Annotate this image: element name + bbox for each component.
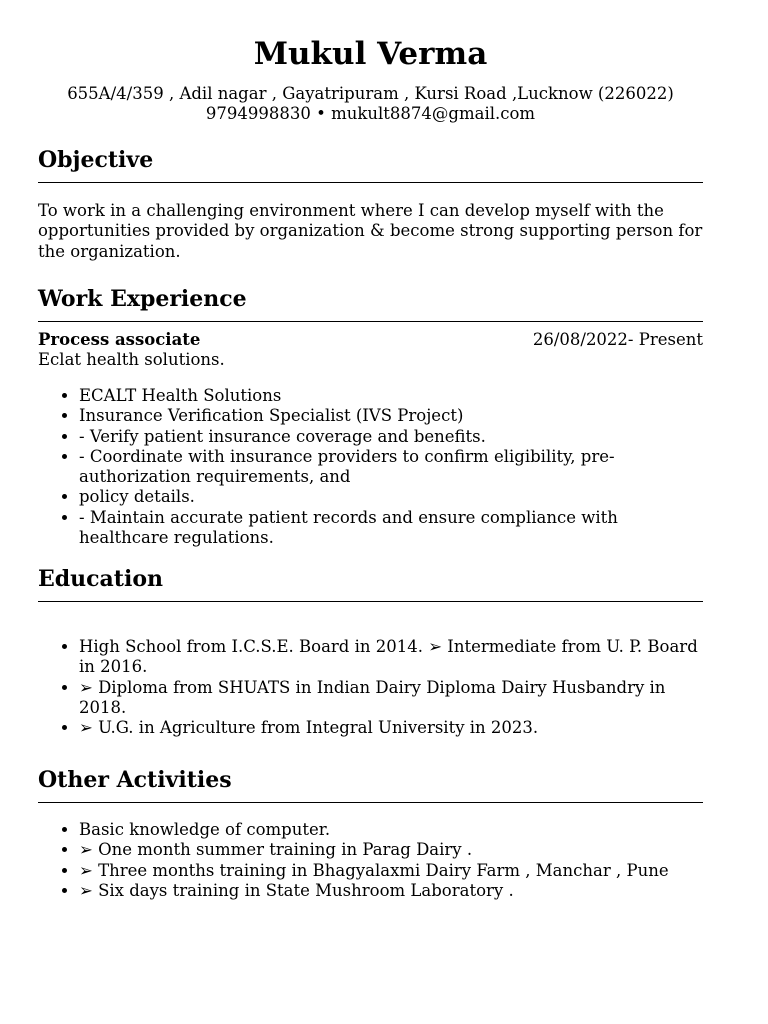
- section-divider: [38, 802, 703, 803]
- list-item: • ECALT Health Solutions: [79, 386, 703, 406]
- list-item: • ➢ U.G. in Agriculture from Integral University in 2023.: [79, 718, 703, 738]
- objective-text: To work in a challenging environment where I can develop myself with the opportunities provided by organization & become strong supporting person for the organization.: [38, 201, 703, 261]
- list-item: • ➢ Three months training in Bhagyalaxmi Dairy Farm , Manchar , Pune: [79, 861, 703, 881]
- education-heading: Education: [38, 566, 163, 592]
- activities-list: [38, 820, 703, 901]
- other-activities-heading: Other Activities: [38, 767, 232, 793]
- work-experience-section: [38, 285, 703, 548]
- list-item: • policy details.: [79, 487, 703, 507]
- work-experience-heading: Work Experience: [38, 286, 247, 312]
- job-company: Eclat health solutions.: [38, 350, 225, 369]
- list-item: • ➢ Six days training in State Mushroom Laboratory .: [79, 881, 703, 901]
- candidate-name: Mukul Verma: [253, 36, 488, 72]
- education-section: [38, 565, 703, 738]
- list-item: • ➢ One month summer training in Parag Dairy .: [79, 840, 703, 860]
- job-header: [38, 330, 703, 350]
- list-item: • - Verify patient insurance coverage and benefits.: [79, 427, 703, 447]
- other-activities-section: [38, 766, 703, 901]
- contact-block: [38, 84, 703, 124]
- job-dates: 26/08/2022- Present: [532, 330, 703, 349]
- list-item: • - Coordinate with insurance providers to confirm eligibility, pre-authorization requirements, and: [79, 447, 703, 488]
- objective-section: [38, 146, 703, 262]
- objective-heading: Objective: [38, 147, 154, 173]
- list-item: • ➢ Diploma from SHUATS in Indian Dairy Diploma Dairy Husbandry in 2018.: [79, 678, 703, 719]
- phone-email-line: 9794998830 • mukult8874@gmail.com: [205, 104, 536, 123]
- list-item: • Insurance Verification Specialist (IVS Project): [79, 406, 703, 426]
- education-list: [38, 637, 703, 738]
- list-item: • Basic knowledge of computer.: [79, 820, 703, 840]
- list-item: • - Maintain accurate patient records and ensure compliance with healthcare regulations.: [79, 508, 703, 549]
- list-item: • High School from I.C.S.E. Board in 2014. ➢ Intermediate from U. P. Board in 2016.: [79, 637, 703, 678]
- job-duties-list: [38, 386, 703, 548]
- job-role: Process associate: [38, 330, 201, 349]
- section-divider: [38, 601, 703, 602]
- section-divider: [38, 321, 703, 322]
- address-line: 655A/4/359 , Adil nagar , Gayatripuram , Kursi Road ,Lucknow (226022): [67, 84, 674, 103]
- section-divider: [38, 182, 703, 183]
- resume-page: [38, 0, 703, 900]
